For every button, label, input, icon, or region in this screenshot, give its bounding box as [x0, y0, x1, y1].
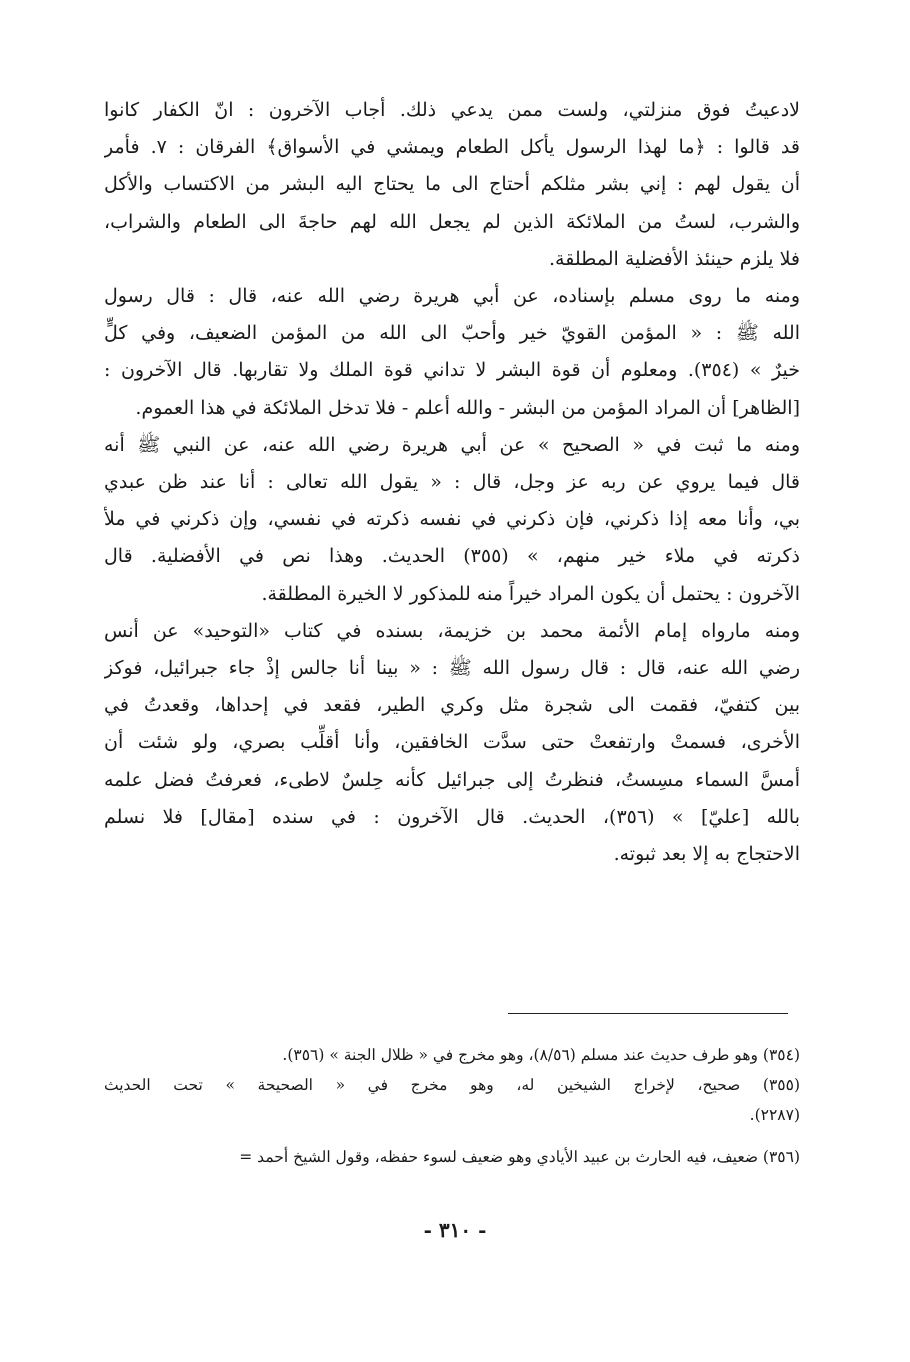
footnote-line: (٢٢٨٧).	[749, 1106, 800, 1124]
text-line: خيرٌ » (٣٥٤). ومعلوم أن قوة البشر لا تداني قوة الملك ولا تقاربها. قال الآخرون :	[104, 359, 800, 382]
text-line: أن يقول لهم : إني بشر مثلكم أحتاج الى ما يحتاج اليه البشر من الاكتساب والأكل	[104, 173, 800, 196]
text-line: ومنه ما ثبت في « الصحيح » عن أبي هريرة رضي الله عنه، عن النبي ﷺ أنه	[104, 433, 800, 456]
text-line: بي، وأنا معه إذا ذكرني، فإن ذكرني في نفسه ذكرته في نفسي، وإن ذكرني في ملأ	[104, 508, 800, 531]
footnote-separator	[508, 1013, 788, 1014]
text-line: الآخرون : يحتمل أن يكون المراد خيراً منه للمذكور لا الخيرة المطلقة.	[261, 582, 800, 605]
text-line: رضي الله عنه، قال : قال رسول الله ﷺ : « بينا أنا جالس إذْ جاء جبرائيل، فوكز	[104, 657, 800, 680]
text-line: الأخرى، فسمتْ وارتفعتْ حتى سدَّت الخافقين، وأنا أقلِّب بصري، ولو شئت أن	[104, 731, 800, 754]
text-line: ذكرته في ملاء خير منهم، » (٣٥٥) الحديث. وهذا نص في الأفضلية. قال	[104, 545, 800, 568]
footnote-line: (٣٥٦) ضعيف، فيه الحارث بن عبيد الأيادي وهو ضعيف لسوء حفظه، وقول الشيخ أحمد =	[239, 1148, 800, 1166]
text-line: فلا يلزم حينئذ الأفضلية المطلقة.	[549, 247, 800, 270]
footnote-line: (٣٥٤) وهو طرف حديث عند مسلم (٨/٥٦)، وهو مخرج في « ظلال الجنة » (٣٥٦).	[282, 1046, 800, 1064]
footnote-gap	[104, 1130, 800, 1142]
text-line: والشرب، لستُ من الملائكة الذين لم يجعل الله لهم حاجةَ الى الطعام والشراب،	[104, 210, 800, 233]
text-line: الاحتجاج به إلا بعد ثبوته.	[613, 843, 800, 866]
text-line: الله ﷺ : « المؤمن القويّ خير وأحبّ الى الله من المؤمن الضعيف، وفي كلٍّ	[104, 322, 800, 345]
text-line: بين كتفيّ، فقمت الى شجرة مثل وكري الطير، فقعد في إحداها، وقعدتُ في	[104, 694, 800, 717]
text-line: أمسَّ السماء مسِستُ، فنظرتُ إلى جبرائيل كأنه حِلسٌ لاطىء، فعرفتُ فضل علمه	[104, 768, 800, 791]
text-line: [الظاهر] أن المراد المؤمن من البشر - والله أعلم - فلا تدخل الملائكة في هذا العموم.	[135, 396, 800, 419]
page-number: - ٣١٠ -	[423, 1218, 487, 1242]
text-line: لادعيتُ فوق منزلتي، ولست ممن يدعي ذلك. أجاب الآخرون : انّ الكفار كانوا	[104, 99, 800, 121]
text-line: بالله [عليّ] » (٣٥٦)، الحديث. قال الآخرون : في سنده [مقال] فلا نسلم	[104, 805, 800, 828]
footnotes	[104, 1040, 800, 1172]
text-line: ومنه ما روى مسلم بإسناده، عن أبي هريرة رضي الله عنه، قال : قال رسول	[104, 285, 800, 308]
footnote-line: (٣٥٥) صحيح، لإخراج الشيخين له، وهو مخرج في « الصحيحة » تحت الحديث	[104, 1076, 800, 1094]
main-text	[104, 92, 800, 873]
text-line: ومنه مارواه إمام الأئمة محمد بن خزيمة، بسنده في كتاب «التوحيد» عن أنس	[104, 619, 800, 642]
text-line: قال فيما يروي عن ربه عز وجل، قال : « يقول الله تعالى : أنا عند ظن عبدي	[104, 471, 800, 494]
text-line: قد قالوا : ﴿ما لهذا الرسول يأكل الطعام ويمشي في الأسواق﴾ الفرقان : ٧. فأمر	[104, 136, 800, 159]
